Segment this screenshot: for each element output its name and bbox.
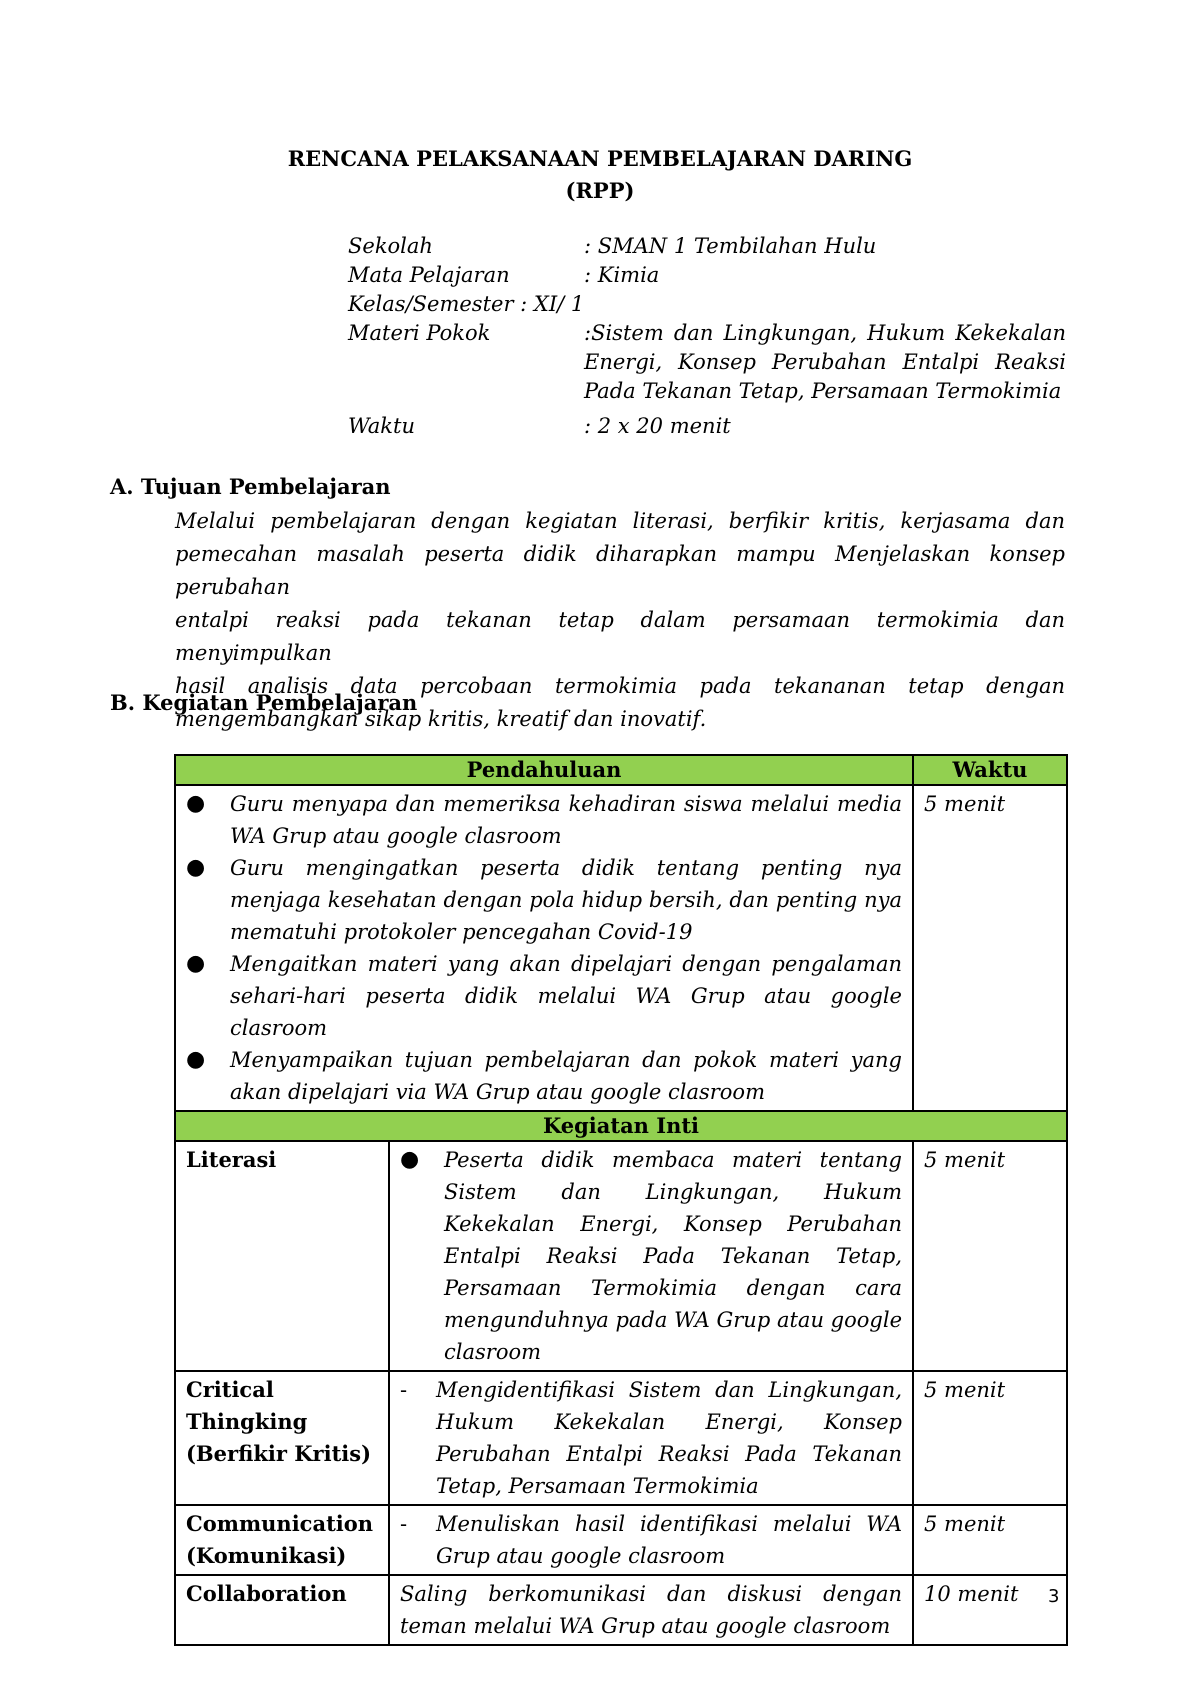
identity-block: [348, 232, 1066, 441]
inti-header-row: [175, 1111, 1067, 1141]
materi-line: Energi, Konsep Perubahan Entalpi Reaksi: [584, 350, 1066, 374]
materi-value: [584, 319, 1066, 406]
row-activity: [389, 1505, 913, 1575]
activity-text: Menuliskan hasil identifikasi melalui WA Grup atau google clasroom: [436, 1512, 902, 1568]
table-row: [175, 1575, 1067, 1645]
info-row-mapel: [348, 261, 1066, 290]
section-a-heading: A. Tujuan Pembelajaran: [110, 474, 391, 499]
row-label: Communication (Komunikasi): [175, 1505, 389, 1575]
bullet-icon: ●: [400, 1147, 420, 1172]
list-item: [186, 852, 902, 948]
row-label: Critical Thingking (Berfikir Kritis): [175, 1371, 389, 1505]
paragraph-line: hasil analisis data percobaan termokimia pada tekananan tetap dengan: [175, 674, 1065, 698]
pendahuluan-waktu: 5 menit: [913, 785, 1067, 1111]
list-item-text: Menyampaikan tujuan pembelajaran dan pokok materi yang akan dipelajari via WA Grup atau google clasroom: [230, 1048, 902, 1104]
kelas-line: Kelas/Semester : XI/ 1: [348, 292, 585, 316]
paragraph-line: mengembangkan sikap kritis, kreatif dan inovatif.: [175, 707, 707, 731]
table-row: [175, 1141, 1067, 1371]
activity-text: Peserta didik membaca materi tentang Sistem dan Lingkungan, Hukum Kekekalan Energi, Konsep Perubahan Entalpi Reaksi Pada Tekanan Tetap, Persamaan Termokimia dengan cara mengunduhnya pada WA Grup atau google clasroom: [444, 1148, 902, 1364]
table-row: [175, 1371, 1067, 1505]
list-item: [186, 948, 902, 1044]
paragraph-line: entalpi reaksi pada tekanan tetap dalam persamaan termokimia dan menyimpulkan: [175, 608, 1065, 665]
list-item: [186, 1044, 902, 1108]
mapel-value: : Kimia: [584, 263, 660, 287]
pendahuluan-header-row: [175, 755, 1067, 785]
info-row-materi: [348, 319, 1066, 406]
waktu-value: : 2 x 20 menit: [584, 414, 731, 438]
pendahuluan-header: Pendahuluan: [175, 755, 913, 785]
bullet-icon: ●: [186, 951, 206, 976]
row-waktu: 5 menit: [913, 1371, 1067, 1505]
info-row-waktu: [348, 412, 1066, 441]
list-item-text: Guru menyapa dan memeriksa kehadiran siswa melalui media WA Grup atau google clasroom: [230, 792, 902, 848]
bullet-icon: ●: [186, 791, 206, 816]
materi-line: :Sistem dan Lingkungan, Hukum Kekekalan: [584, 321, 1066, 345]
waktu-label: Waktu: [348, 414, 415, 438]
sekolah-value: : SMAN 1 Tembilahan Hulu: [584, 234, 877, 258]
list-item: [186, 788, 902, 852]
pendahuluan-cell: [175, 785, 913, 1111]
document-subtitle: (RPP): [565, 178, 635, 203]
bullet-icon: ●: [186, 1047, 206, 1072]
kegiatan-table: [174, 754, 1068, 1646]
waktu-header: Waktu: [913, 755, 1067, 785]
inti-header: Kegiatan Inti: [175, 1111, 1067, 1141]
row-label: Literasi: [175, 1141, 389, 1371]
activity-text: Saling berkomunikasi dan diskusi dengan teman melalui WA Grup atau google clasroom: [400, 1582, 902, 1638]
table-row: [175, 1505, 1067, 1575]
dash-marker: -: [400, 1378, 408, 1402]
row-activity: [389, 1371, 913, 1505]
section-b-heading: B. Kegiatan Pembelajaran: [110, 690, 418, 715]
row-label: Collaboration: [175, 1575, 389, 1645]
bullet-icon: ●: [186, 855, 206, 880]
materi-label: Materi Pokok: [348, 321, 491, 345]
activity-item: [400, 1144, 902, 1368]
list-item-text: Mengaitkan materi yang akan dipelajari dengan pengalaman sehari-hari peserta didik melalui WA Grup atau google clasroom: [230, 952, 902, 1040]
activity-text: Mengidentifikasi Sistem dan Lingkungan, Hukum Kekekalan Energi, Konsep Perubahan Entalpi Reaksi Pada Tekanan Tetap, Persamaan Termokimia: [436, 1378, 902, 1498]
row-waktu: 10 menit: [913, 1575, 1067, 1645]
info-row-sekolah: [348, 232, 1066, 261]
activity-item: [400, 1374, 902, 1502]
list-item-text: Guru mengingatkan peserta didik tentang penting nya menjaga kesehatan dengan pola hidup bersih, dan penting nya mematuhi protokoler pencegahan Covid-19: [230, 856, 902, 944]
mapel-label: Mata Pelajaran: [348, 263, 510, 287]
paragraph-line: Melalui pembelajaran dengan kegiatan literasi, berfikir kritis, kerjasama dan: [175, 509, 1065, 533]
paragraph-line: pemecahan masalah peserta didik diharapkan mampu Menjelaskan konsep perubahan: [175, 542, 1065, 599]
info-row-kelas: [348, 290, 1066, 319]
page-number: 3: [1048, 1586, 1060, 1607]
row-waktu: 5 menit: [913, 1505, 1067, 1575]
activity-item: [400, 1508, 902, 1572]
sekolah-label: Sekolah: [348, 234, 433, 258]
row-activity: [389, 1141, 913, 1371]
document-title: RENCANA PELAKSANAAN PEMBELAJARAN DARING: [287, 146, 913, 171]
row-waktu: 5 menit: [913, 1141, 1067, 1371]
dash-marker: -: [400, 1512, 408, 1536]
pendahuluan-row: [175, 785, 1067, 1111]
row-activity: [389, 1575, 913, 1645]
materi-line: Pada Tekanan Tetap, Persamaan Termokimia: [584, 379, 1062, 403]
